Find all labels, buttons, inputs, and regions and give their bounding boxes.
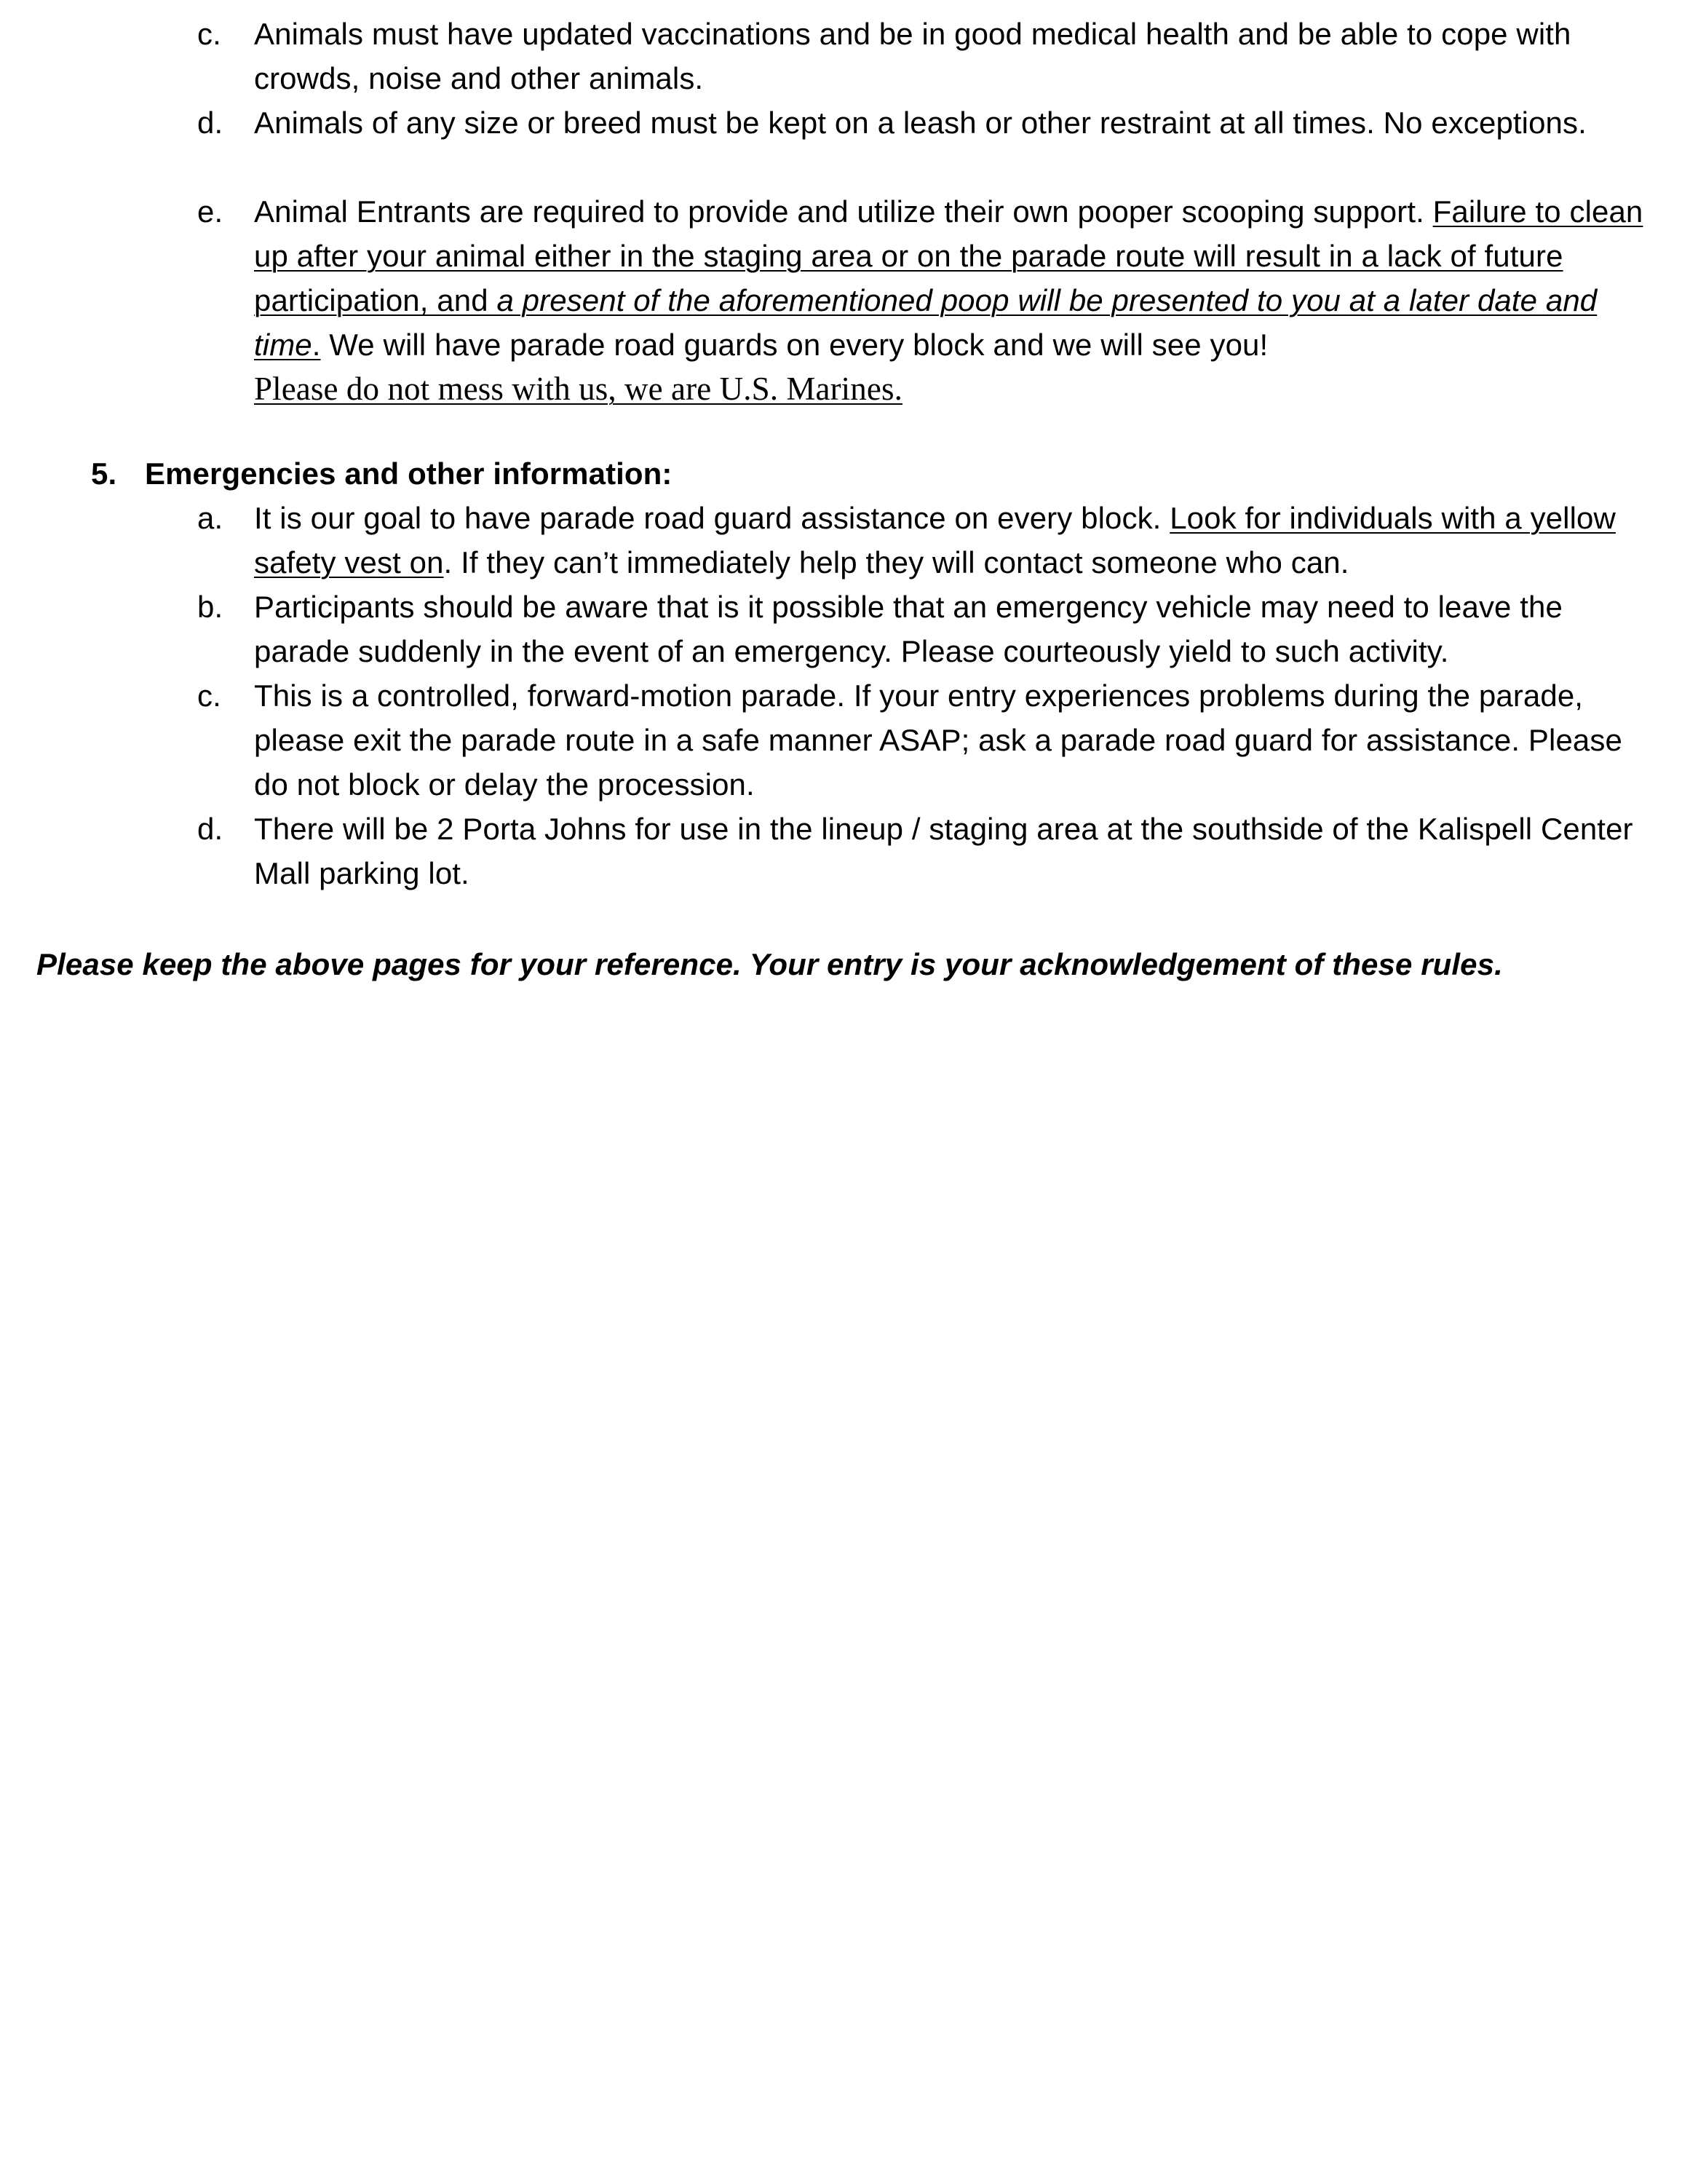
- rule-e-underlined-warning: Failure to clean up after your animal either in the staging area or on the parade route will result in a lack of future participation, and: [254, 194, 1643, 317]
- list-item-text: There will be 2 Porta Johns for use in the lineup / staging area at the southside of the Kalispell Center Mall parking lot.: [254, 812, 1633, 890]
- item-a-text: It is our goal to have parade road guard assistance on every block.: [254, 501, 1170, 535]
- emergency-item-b: [197, 585, 1646, 673]
- list-marker: e.: [197, 194, 223, 229]
- list-item-text: This is a controlled, forward-motion parade. If your entry experiences problems during the parade, please exit the parade route in a safe manner ASAP; ask a parade road guard for assistance. Please do not block or delay the procession.: [254, 678, 1622, 802]
- acknowledgement-note: Please keep the above pages for your reference. Your entry is your acknowledgement of these rules.: [36, 947, 1503, 981]
- animal-rule-e: [197, 189, 1646, 411]
- rule-e-italic-warning: a present of the aforementioned poop will be presented to you at a later date and time: [254, 283, 1598, 362]
- section-number: 5.: [91, 456, 117, 491]
- rule-e-road-guards: We will have parade road guards on every block and we will see you!: [320, 328, 1269, 362]
- rule-e-marines-note: Please do not mess with us, we are U.S. Marines.: [254, 371, 902, 407]
- list-marker: d.: [197, 106, 223, 140]
- emergency-item-a: [197, 496, 1646, 585]
- list-marker: b.: [197, 590, 223, 624]
- item-a-text-end: . If they can’t immediately help they will contact someone who can.: [443, 545, 1349, 579]
- list-item-text: [254, 189, 1646, 411]
- emergency-item-c: [197, 673, 1646, 807]
- list-item-text: Participants should be aware that is it possible that an emergency vehicle may need to leave the parade suddenly in the event of an emergency. Please courteously yield to such activity.: [254, 590, 1563, 668]
- section-title: Emergencies and other information:: [145, 456, 673, 491]
- animal-rule-d: [197, 100, 1646, 145]
- list-marker: c.: [197, 17, 221, 51]
- list-marker: a.: [197, 501, 223, 535]
- list-item-text: [254, 496, 1646, 585]
- emergency-item-d: [197, 807, 1646, 895]
- rule-e-text: Animal Entrants are required to provide and utilize their own pooper scooping support.: [254, 194, 1433, 229]
- rule-e-period: .: [312, 328, 321, 362]
- item-a-underlined: Look for individuals with a yellow safety vest on: [254, 501, 1616, 579]
- list-item-text: Animals of any size or breed must be kept on a leash or other restraint at all times. No exceptions.: [254, 106, 1587, 140]
- section-5-heading: [91, 451, 1619, 496]
- list-marker: d.: [197, 812, 223, 846]
- animal-rule-c: [197, 12, 1646, 100]
- list-marker: c.: [197, 678, 221, 713]
- list-item-text: Animals must have updated vaccinations and be in good medical health and be able to cope with crowds, noise and other animals.: [254, 17, 1571, 95]
